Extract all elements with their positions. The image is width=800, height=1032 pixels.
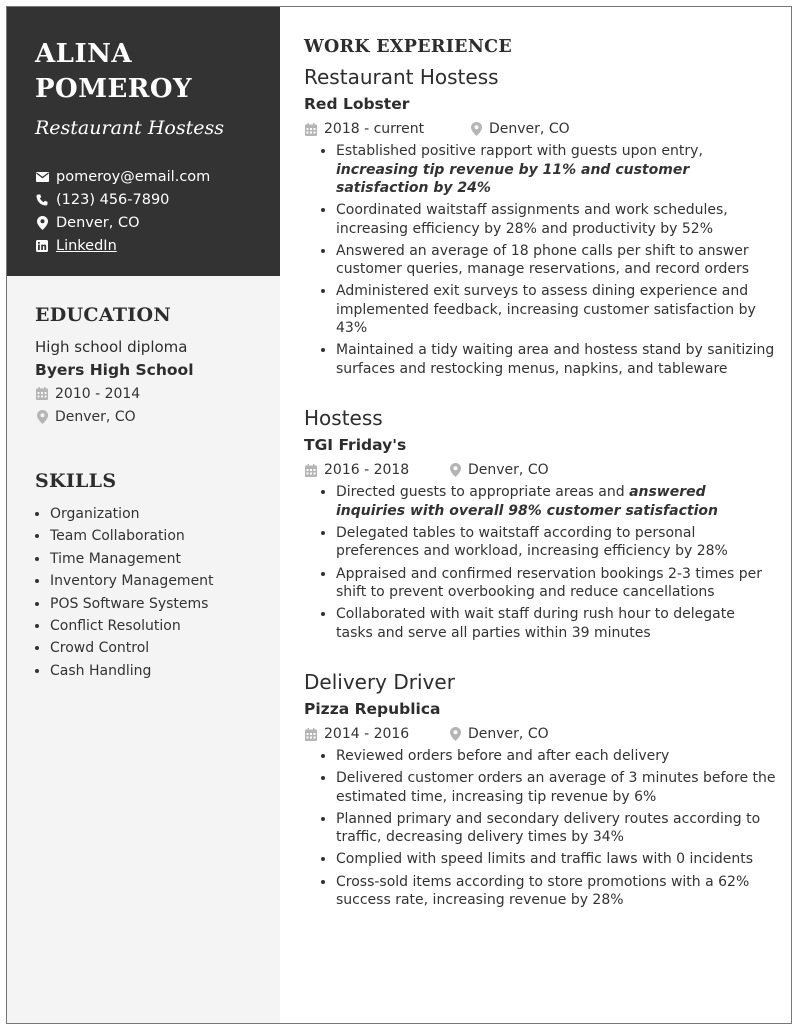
job-location: Denver, CO xyxy=(468,726,549,743)
contact-linkedin[interactable] xyxy=(35,234,280,257)
job-entry xyxy=(304,65,776,378)
skills-heading: SKILLS xyxy=(35,470,117,492)
job-dates-row xyxy=(304,121,469,137)
skill-item: • POS Software Systems xyxy=(50,593,280,615)
job-title: Hostess xyxy=(304,406,383,431)
phone-text: (123) 456-7890 xyxy=(56,191,170,208)
sidebar-header xyxy=(7,7,280,276)
job-dates: 2016 - 2018 xyxy=(324,462,410,479)
location-text: Denver, CO xyxy=(56,214,140,231)
sidebar xyxy=(7,7,280,1023)
linkedin-link[interactable]: LinkedIn xyxy=(56,237,117,254)
job-bullet: • Reviewed orders before and after each delivery xyxy=(336,747,776,766)
job-bullet: • Complied with speed limits and traffic laws with 0 incidents xyxy=(336,850,776,869)
name-line-2: POMEROY xyxy=(35,74,193,104)
job-bullet: • Appraised and confirmed reservation bookings 2-3 times per shift to prevent overbooking and reduce cancellations xyxy=(336,565,776,602)
main-content xyxy=(304,7,776,913)
job-bullet: • Coordinated waitstaff assignments and work schedules, increasing efficiency by 28% and productivity by 52% xyxy=(336,201,776,238)
job-bullet: • Maintained a tidy waiting area and hostess stand by sanitizing surfaces and restocking menus, napkins, and tableware xyxy=(336,341,776,378)
skill-item: • Time Management xyxy=(50,548,280,570)
education-section xyxy=(7,304,280,428)
job-title: Restaurant Hostess xyxy=(304,65,499,89)
job-location: Denver, CO xyxy=(468,462,549,479)
contact-phone[interactable] xyxy=(35,188,280,211)
job-dates-row xyxy=(304,462,448,478)
job-meta xyxy=(304,119,776,139)
job-bullet: • Collaborated with wait staff during rush hour to delegate tasks and serve all parties within 39 minutes xyxy=(336,605,776,642)
email-text: pomeroy@email.com xyxy=(56,168,211,185)
name-line-1: ALINA xyxy=(35,39,133,69)
job-location-row xyxy=(469,121,570,137)
job-bullet: • Administered exit surveys to assess dining experience and implemented feedback, increasing customer satisfaction by 43% xyxy=(336,282,776,338)
contact-email[interactable] xyxy=(35,165,280,188)
calendar-icon xyxy=(304,463,318,477)
skills-list xyxy=(35,503,280,682)
education-dates-row xyxy=(35,382,280,405)
job-location-row xyxy=(448,462,549,478)
job-location: Denver, CO xyxy=(489,121,570,137)
map-pin-icon xyxy=(35,410,49,424)
candidate-role: Restaurant Hostess xyxy=(35,117,224,139)
resume-page xyxy=(6,6,792,1024)
map-pin-icon xyxy=(35,216,49,230)
education-school: Byers High School xyxy=(35,361,194,379)
job-bullet: • Delegated tables to waitstaff according to personal preferences and workload, increasing efficiency by 28% xyxy=(336,524,776,561)
skill-item: • Conflict Resolution xyxy=(50,615,280,637)
linkedin-icon xyxy=(35,239,49,253)
work-experience-heading: WORK EXPERIENCE xyxy=(304,37,512,57)
education-location-row xyxy=(35,405,280,428)
envelope-icon xyxy=(35,170,49,184)
job-company: Red Lobster xyxy=(304,95,410,113)
phone-icon xyxy=(35,193,49,207)
candidate-name xyxy=(35,37,280,107)
skill-item: • Team Collaboration xyxy=(50,525,280,547)
contact-location xyxy=(35,211,280,234)
job-bullets xyxy=(304,747,776,909)
skill-item: • Cash Handling xyxy=(50,660,280,682)
map-pin-icon xyxy=(448,463,462,477)
skill-item: • Inventory Management xyxy=(50,570,280,592)
job-bullets xyxy=(304,142,776,378)
calendar-icon xyxy=(35,387,49,401)
job-dates: 2018 - current xyxy=(324,121,425,137)
education-dates: 2010 - 2014 xyxy=(55,385,141,402)
job-entry xyxy=(304,406,776,642)
calendar-icon xyxy=(304,727,318,741)
job-dates-row xyxy=(304,726,448,742)
map-pin-icon xyxy=(469,122,483,136)
calendar-icon xyxy=(304,122,318,136)
job-bullet: • Established positive rapport with guests upon entry, increasing tip revenue by 11% and customer satisfaction by 24% xyxy=(336,142,776,198)
skill-item: • Organization xyxy=(50,503,280,525)
skill-item: • Crowd Control xyxy=(50,637,280,659)
job-bullet: • Delivered customer orders an average of 3 minutes before the estimated time, increasing tip revenue by 6% xyxy=(336,769,776,806)
job-bullet: • Planned primary and secondary delivery routes according to traffic, decreasing delivery times by 34% xyxy=(336,810,776,847)
job-title: Delivery Driver xyxy=(304,670,455,695)
education-degree: High school diploma xyxy=(35,338,188,356)
job-company: TGI Friday's xyxy=(304,436,407,455)
job-entry xyxy=(304,670,776,909)
job-bullets xyxy=(304,483,776,642)
map-pin-icon xyxy=(448,727,462,741)
education-heading: EDUCATION xyxy=(35,304,171,326)
job-meta xyxy=(304,724,776,744)
job-company: Pizza Republica xyxy=(304,700,441,719)
contact-list xyxy=(35,165,280,257)
skills-section xyxy=(7,470,280,682)
job-bullet: • Cross-sold items according to store promotions with a 62% success rate, increasing revenue by 28% xyxy=(336,873,776,910)
job-bullet: • Answered an average of 18 phone calls per shift to answer customer queries, manage reservations, and record orders xyxy=(336,242,776,279)
job-bullet: • Directed guests to appropriate areas and answered inquiries with overall 98% customer satisfaction xyxy=(336,483,776,520)
education-location: Denver, CO xyxy=(55,408,136,425)
job-meta xyxy=(304,460,776,480)
job-dates: 2014 - 2016 xyxy=(324,726,410,743)
job-location-row xyxy=(448,726,549,742)
